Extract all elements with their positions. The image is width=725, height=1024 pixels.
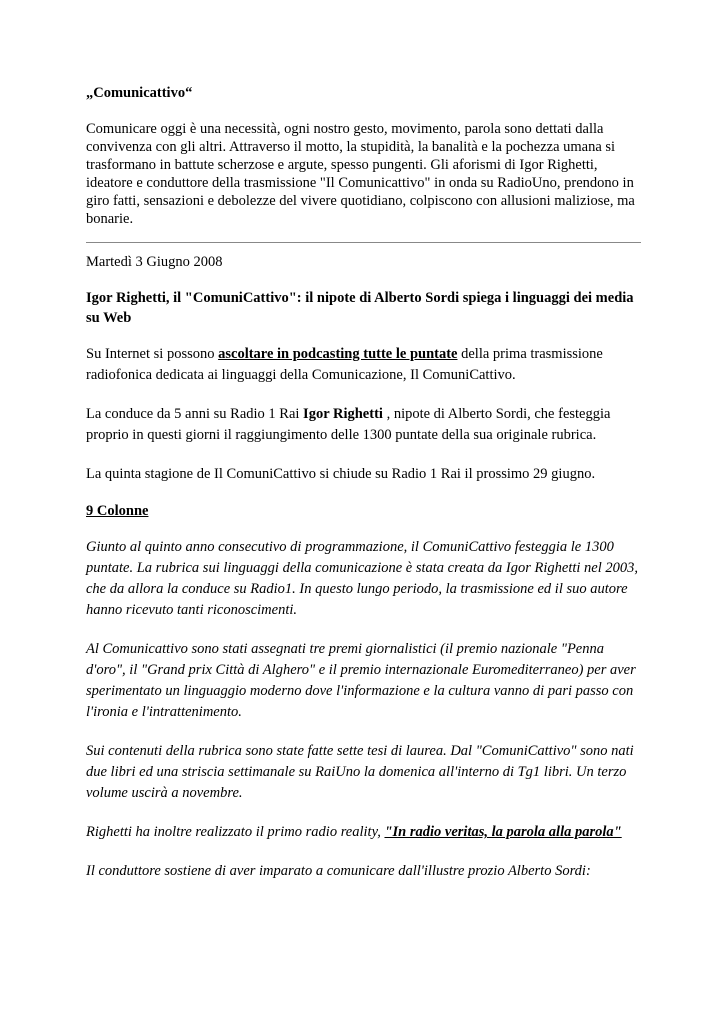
intro-paragraph: Comunicare oggi è una necessità, ogni nostro gesto, movimento, parola sono dettati dalla convivenza con gli altri. Attraverso il motto, la stupidità, la banalità e la pochezza umana si trasformano in battute scherzose e argute, spesso pungenti. Gli aforismi di Igor Righetti, ideatore e conduttore della trasmissione "Il Comunicattivo" in onda su RadioUno, prendono in giro fatti, sensazioni e debolezze del vivere quotidiano, colpiscono con allusioni maliziose, ma bonarie. [86, 121, 635, 227]
italic-paragraph-3: Sui contenuti della rubrica sono state fatte sette tesi di laurea. Dal "ComuniCattivo" sono nati due libri ed una striscia settimanale su RaiUno la domenica all'interno di Tg1 libri. Un terzo volume uscirà a novembre. [86, 743, 634, 801]
italic-paragraph-5: Il conduttore sostiene di aver imparato a comunicare dall'illustre prozio Alberto Sordi: [86, 863, 591, 879]
radio-reality-link[interactable]: "In radio veritas, la parola alla parola" [384, 824, 622, 840]
italic-paragraph-1: Giunto al quinto anno consecutivo di programmazione, il ComuniCattivo festeggia le 1300 puntate. La rubrica sui linguaggi della comunicazione è stata creata da Igor Righetti nel 2003, che da allora la conduce su Radio1. In questo lungo periodo, la trasmissione ed il suo autore hanno ricevuto tanti riconoscimenti. [86, 539, 639, 618]
paragraph-podcast [86, 344, 641, 386]
podcast-link[interactable]: ascoltare in podcasting tutte le puntate [218, 346, 458, 362]
paragraph-text: Su Internet si possono [86, 346, 219, 362]
article-date: Martedì 3 Giugno 2008 [86, 254, 223, 270]
paragraph-season: La quinta stagione de Il ComuniCattivo si chiude su Radio 1 Rai il prossimo 29 giugno. [86, 466, 596, 482]
paragraph-text: Righetti ha inoltre realizzato il primo radio reality, [86, 824, 385, 840]
horizontal-divider [86, 242, 641, 243]
article-headline: Igor Righetti, il "ComuniCattivo": il nipote di Alberto Sordi spiega i linguaggi dei media su Web [86, 290, 634, 326]
paragraph-text: della prima trasmissione radiofonica dedicata ai linguaggi della Comunicazione, Il ComuniCattivo. [86, 346, 603, 383]
host-name: Igor Righetti [303, 406, 383, 422]
document-page [86, 84, 641, 882]
italic-paragraph-2: Al Comunicattivo sono stati assegnati tre premi giornalistici (il premio nazionale "Penna d'oro", il "Grand prix Città di Alghero" e il premio internazionale Euromediterraneo) per aver sperimentato un linguaggio moderno dove l'informazione e la cultura vanno di pari passo con l'ironia e l'intrattenimento. [86, 641, 636, 720]
italic-paragraph-4 [86, 822, 641, 843]
paragraph-text: , nipote di Alberto Sordi, che festeggia proprio in questi giorni il raggiungimento delle 1300 puntate della sua originale rubrica. [86, 406, 611, 443]
source-link-9-colonne[interactable]: 9 Colonne [86, 503, 149, 519]
document-title: „Comunicattivo“ [86, 85, 193, 101]
paragraph-host [86, 404, 641, 446]
paragraph-text: La conduce da 5 anni su Radio 1 Rai [86, 406, 304, 422]
